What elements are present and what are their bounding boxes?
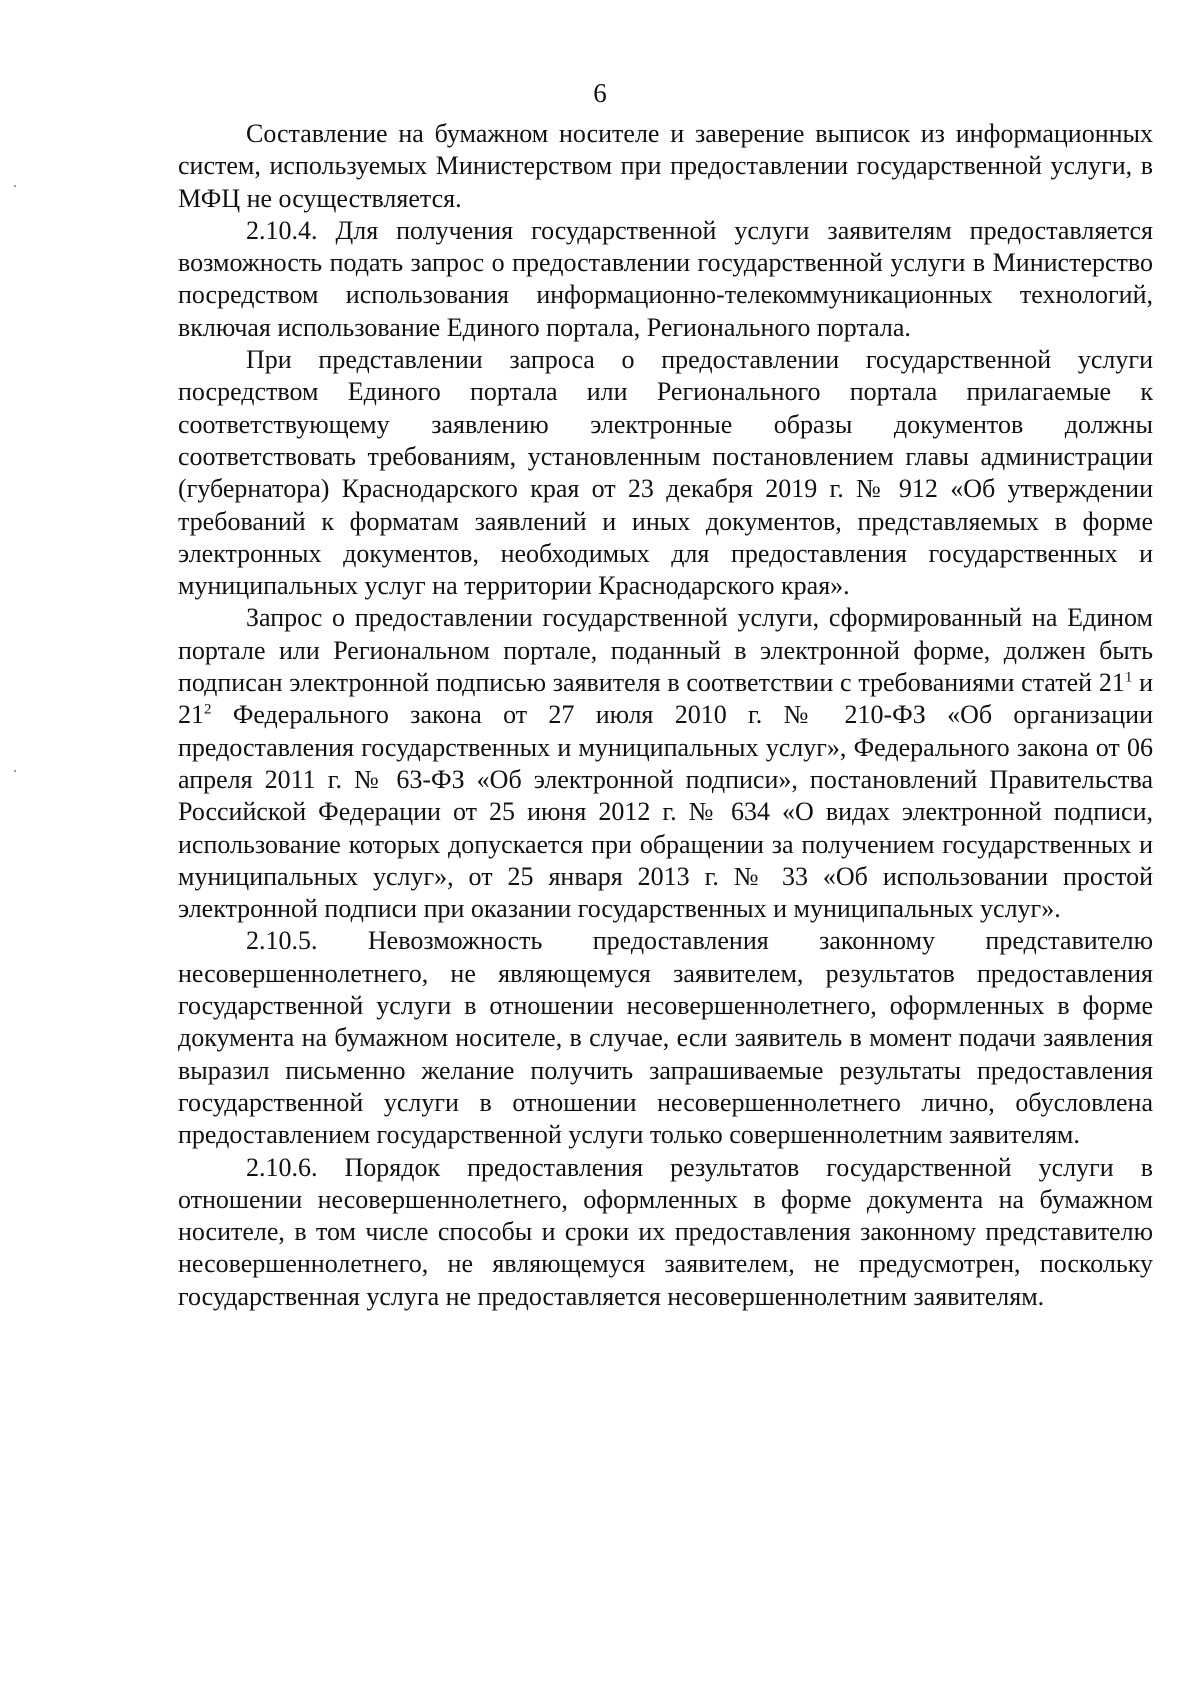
document-body [178, 118, 1153, 1313]
scan-mark [14, 185, 16, 187]
paragraph-text-segment: Запрос о предоставлении государственной услуги, сформированный на Едином портале или Региональном портале, поданный в электронной форме, должен быть подписан электронной подписью заявителя в соответствии с требованиями статей 21 [178, 603, 1153, 698]
superscript: 2 [204, 701, 212, 718]
scan-mark [14, 770, 16, 772]
paragraph-text-segment: и 21 [178, 668, 1153, 730]
paragraph-extracts: Составление на бумажном носителе и заверение выписок из информационных систем, используемых Министерством при предоставлении государственной услуги, в МФЦ не осуществляется. [178, 119, 1153, 213]
paragraph-request-submission: При представлении запроса о предоставлении государственной услуги посредством Единого портала или Регионального портала прилагаемые к соответствующему заявлению электронные образы документов должны соответствовать требованиям, установленным постановлением главы администрации (губернатора) Краснодарского края от 23 декабря 2019 г. № 912 «Об утверждении требований к форматам заявлений и иных документов, представляемых в форме электронных документов, необходимых для предоставления государственных и муниципальных услуг на территории Краснодарского края». [178, 345, 1153, 601]
paragraph-2-10-4: 2.10.4. Для получения государственной услуги заявителям предоставляется возможность подать запрос о предоставлении государственной услуги в Министерство посредством использования информационно-телекоммуникационных технологий, включая использование Единого портала, Регионального портала. [178, 215, 1153, 342]
paragraph-text-segment: Федерального закона от 27 июля 2010 г. № 210-ФЗ «Об организации предоставления государственных и муниципальных услуг», Федерального закона от 06 апреля 2011 г. № 63-ФЗ «Об электронной подписи», постановлений Правительства Российской Федерации от 25 июня 2012 г. № 634 «О видах электронной подписи, использование которых допускается при обращении за получением государственных и муниципальных услуг», от 25 января 2013 г. № 33 «Об использовании простой электронной подписи при оказании государственных и муниципальных услуг». [178, 700, 1153, 924]
superscript: 1 [1124, 669, 1133, 686]
paragraph-2-10-6: 2.10.6. Порядок предоставления результатов государственной услуги в отношении несовершеннолетнего, оформленных в форме документа на бумажном носителе, в том числе способы и сроки их предоставления законному представителю несовершеннолетнего, не являющемуся заявителем, не предусмотрен, поскольку государственная услуга не предоставляется несовершеннолетним заявителям. [178, 1152, 1153, 1311]
page-number: 6 [593, 78, 607, 108]
paragraph-electronic-signature [178, 602, 1153, 925]
paragraph-2-10-5: 2.10.5. Невозможность предоставления законному представителю несовершеннолетнего, не являющемуся заявителем, результатов предоставления государственной услуги в отношении несовершеннолетнего, оформленных в форме документа на бумажном носителе, в случае, если заявитель в момент подачи заявления выразил письменно желание получить запрашиваемые результаты предоставления государственной услуги в отношении несовершеннолетнего лично, обусловлена предоставлением государственной услуги только совершеннолетним заявителям. [178, 926, 1153, 1150]
